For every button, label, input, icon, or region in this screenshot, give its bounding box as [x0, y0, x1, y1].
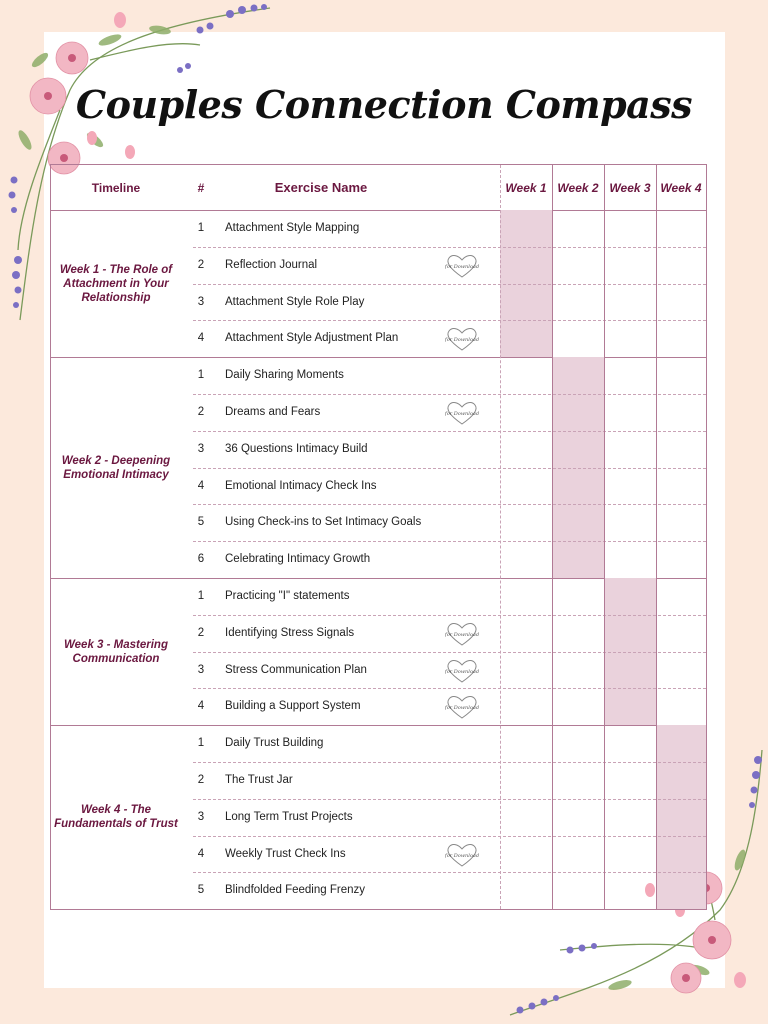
exercise-name: Daily Sharing Moments: [225, 369, 344, 382]
svg-text:for Download: for Download: [445, 263, 479, 270]
week-column-divider: [500, 165, 501, 909]
svg-text:for Download: for Download: [445, 668, 479, 675]
exercise-name: Attachment Style Adjustment Plan: [225, 332, 399, 345]
heart-stamp-icon: [445, 326, 479, 352]
header-timeline: Timeline: [91, 180, 141, 195]
exercise-name: The Trust Jar: [225, 774, 293, 786]
exercise-name: Practicing "I" statements: [225, 590, 350, 602]
header-week-4: Week 4: [660, 180, 702, 195]
exercise-number: 1: [197, 737, 205, 750]
exercise-number: 1: [197, 222, 205, 234]
exercise-number: 3: [197, 442, 205, 455]
exercise-number: 2: [197, 774, 205, 786]
exercise-number: 5: [197, 884, 205, 897]
svg-text:for Download: for Download: [445, 705, 479, 712]
heart-stamp-icon: [445, 842, 479, 868]
svg-text:for Download: for Download: [445, 337, 479, 344]
timeline-group-label: Week 3 - Mastering Communication: [64, 638, 168, 665]
exercise-number: 4: [197, 700, 205, 713]
row-divider: [193, 799, 706, 800]
heart-stamp-icon: [445, 658, 479, 684]
exercise-name: Dreams and Fears: [225, 406, 321, 418]
row-divider: [193, 762, 706, 763]
row-divider: [193, 431, 706, 432]
exercise-name: Weekly Trust Check Ins: [225, 847, 346, 860]
exercise-number: 2: [197, 258, 205, 271]
row-divider: [193, 394, 706, 395]
exercise-name: Emotional Intimacy Check Ins: [225, 479, 377, 492]
week-column-divider: [656, 165, 657, 909]
row-divider: [193, 872, 706, 873]
exercise-name: Long Term Trust Projects: [225, 810, 353, 823]
heart-stamp-icon: [445, 694, 479, 720]
exercise-number: 4: [197, 847, 205, 860]
week-column-divider: [604, 165, 605, 909]
exercise-name: Identifying Stress Signals: [225, 626, 355, 639]
heart-stamp-icon: [445, 621, 479, 647]
row-divider: [193, 247, 706, 248]
timeline-group-label: Week 2 - Deepening Emotional Intimacy: [61, 454, 171, 481]
exercise-number: 4: [197, 479, 205, 492]
exercise-name: 36 Questions Intimacy Build: [225, 442, 368, 455]
exercise-number: 5: [197, 516, 205, 529]
svg-text:for Download: for Download: [445, 852, 479, 859]
exercise-name: Building a Support System: [225, 700, 361, 713]
exercise-number: 1: [197, 369, 205, 382]
exercise-number: 3: [197, 295, 205, 308]
exercise-number: 4: [197, 332, 205, 345]
exercise-number: 2: [197, 406, 205, 418]
exercise-name: Blindfolded Feeding Frenzy: [225, 884, 365, 897]
row-divider: [193, 688, 706, 689]
row-divider: [193, 615, 706, 616]
svg-text:for Download: for Download: [445, 631, 479, 638]
svg-text:for Download: for Download: [445, 411, 479, 417]
row-divider: [193, 320, 706, 321]
row-divider: [193, 652, 706, 653]
exercise-name: Celebrating Intimacy Growth: [225, 553, 371, 566]
header-week-1: Week 1: [505, 180, 547, 195]
header-number: #: [197, 180, 205, 195]
exercise-name: Daily Trust Building: [225, 737, 324, 750]
timeline-group-label: Week 4 - The Fundamentals of Trust: [54, 804, 178, 831]
row-divider: [193, 284, 706, 285]
heart-stamp-icon: [445, 400, 479, 426]
row-divider: [193, 836, 706, 837]
exercise-name: Reflection Journal: [225, 258, 318, 271]
header-week-3: Week 3: [609, 180, 651, 195]
row-divider: [193, 541, 706, 542]
exercise-name: Stress Communication Plan: [225, 663, 367, 676]
week-shade-cell: [656, 725, 706, 909]
exercise-name: Attachment Style Role Play: [225, 295, 365, 308]
timeline-group-label: Week 1 - The Role of Attachment in Your Relationship: [59, 263, 173, 304]
page-title: Couples Connection Compass: [75, 82, 693, 127]
exercise-number: 6: [197, 553, 205, 566]
exercise-name: Attachment Style Mapping: [225, 222, 360, 234]
week-column-divider: [552, 165, 553, 909]
header-exercise-name: Exercise Name: [274, 180, 368, 195]
row-divider: [193, 468, 706, 469]
heart-stamp-icon: [445, 253, 479, 279]
exercise-number: 2: [197, 626, 205, 639]
row-divider: [193, 504, 706, 505]
exercise-number: 3: [197, 663, 205, 676]
exercise-table: [50, 164, 707, 910]
exercise-name: Using Check-ins to Set Intimacy Goals: [225, 516, 422, 529]
header-week-2: Week 2: [557, 180, 599, 195]
exercise-number: 1: [197, 590, 205, 602]
exercise-number: 3: [197, 810, 205, 823]
